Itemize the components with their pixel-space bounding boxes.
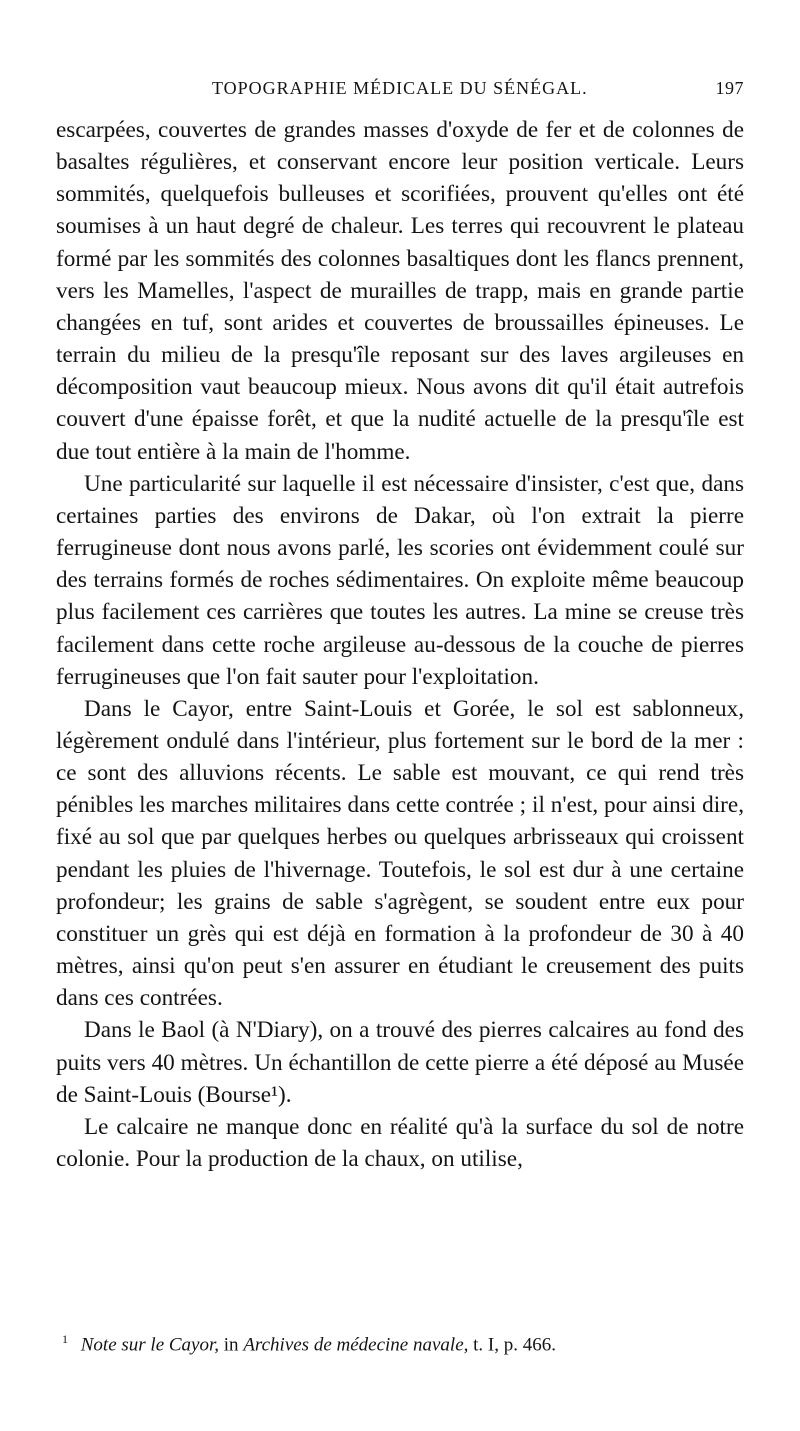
footnote-in: in bbox=[223, 1334, 239, 1356]
page-number: 197 bbox=[715, 78, 744, 98]
body-text bbox=[56, 114, 744, 1175]
footnote-ref: t. I, p. 466. bbox=[473, 1334, 556, 1356]
footnote bbox=[62, 1327, 742, 1357]
running-head bbox=[212, 78, 744, 110]
paragraph-3: Dans le Cayor, entre Saint-Louis et Gorée, le sol est sablonneux, légèrement ondulé dans l'intérieur, plus fortement sur le bord de la mer : ce sont des alluvions récents. Le sable est mouvant, ce qui rend très pénibles les marches militaires dans cette contrée ; il n'est, pour ainsi dire, fixé au sol que par quelques herbes ou quelques arbrisseaux qui croissent pendant les pluies de l'hivernage. Toutefois, le sol est dur à une certaine profondeur; les grains de sable s'agrègent, se soudent entre eux pour constituer un grès qui est déjà en formation à la profondeur de 30 à 40 mètres, ainsi qu'on peut s'en assurer en étudiant le creusement des puits dans ces contrées. bbox=[56, 695, 744, 1012]
book-page bbox=[56, 78, 744, 1175]
footnote-source: Archives de médecine navale, bbox=[243, 1334, 469, 1356]
footnote-title: Note sur le Cayor, bbox=[80, 1334, 220, 1356]
footnote-mark: 1 bbox=[62, 1332, 68, 1346]
paragraph-5: Le calcaire ne manque donc en réalité qu'à la surface du sol de notre colonie. Pour la production de la chaux, on utilise, bbox=[56, 1113, 744, 1172]
paragraph-2: Une particularité sur laquelle il est nécessaire d'insister, c'est que, dans certaines parties des environs de Dakar, où l'on extrait la pierre ferrugineuse dont nous avons parlé, les scories ont évidemment coulé sur des terrains formés de roches sédimentaires. On exploite même beaucoup plus facilement ces carrières que toutes les autres. La mine se creuse très facilement dans cette roche argileuse au-dessous de la couche de pierres ferrugineuses que l'on fait sauter pour l'exploitation. bbox=[56, 470, 744, 690]
paragraph-1: escarpées, couvertes de grandes masses d'oxyde de fer et de colonnes de basaltes régulières, et conservant encore leur position verticale. Leurs sommités, quelquefois bulleuses et scorifiées, prouvent qu'elles ont été soumises à un haut degré de chaleur. Les terres qui recouvrent le plateau formé par les sommités des colonnes basaltiques dont les flancs prennent, vers les Mamelles, l'aspect de murailles de trapp, mais en grande partie changées en tuf, sont arides et couvertes de broussailles épineuses. Le terrain du milieu de la presqu'île reposant sur des laves argileuses en décomposition vaut beaucoup mieux. Nous avons dit qu'il était autrefois couvert d'une épaisse forêt, et que la nudité actuelle de la presqu'île est due tout entière à la main de l'homme. bbox=[56, 117, 744, 465]
paragraph-4: Dans le Baol (à N'Diary), on a trouvé des pierres calcaires au fond des puits vers 40 mètres. Un échantillon de cette pierre a été déposé au Musée de Saint-Louis (Bourse¹). bbox=[56, 1017, 744, 1108]
running-title: TOPOGRAPHIE MÉDICALE DU SÉNÉGAL. bbox=[212, 78, 588, 98]
